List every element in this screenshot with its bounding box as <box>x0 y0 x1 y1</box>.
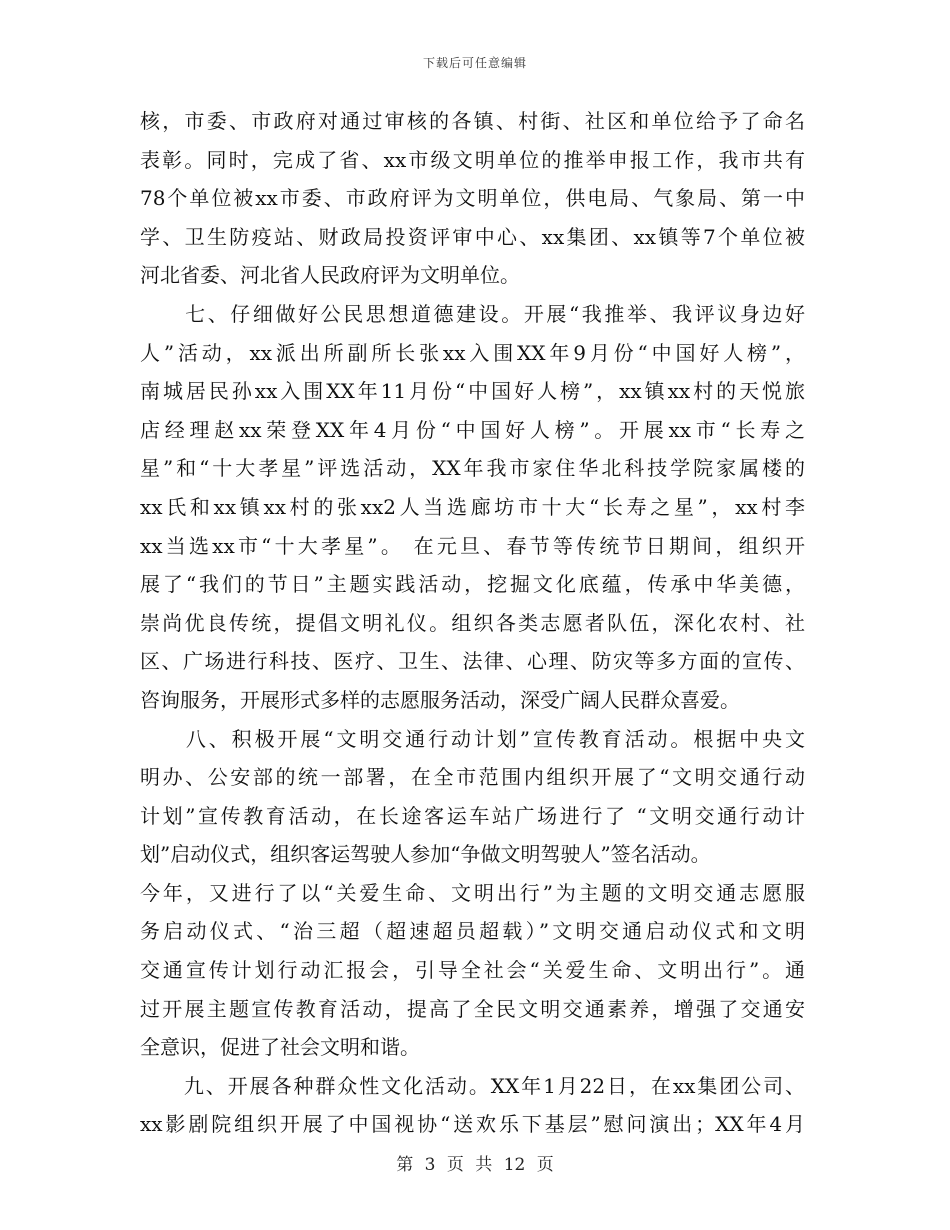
body-line: xx氏和xx镇xx村的张xx2人当选廊坊市十大“长寿之星”，xx村李 <box>140 494 805 519</box>
body-line: 八、积极开展“文明交通行动计划”宣传教育活动。根据中央文 <box>140 726 805 751</box>
body-line: 表彰。同时，完成了省、xx市级文明单位的推举申报工作，我市共有 <box>140 147 805 172</box>
body-line: 崇尚优良传统，提倡文明礼仪。组织各类志愿者队伍，深化农村、社 <box>140 610 805 635</box>
page-header: 下载后可任意编辑 <box>422 56 527 70</box>
body-line: xx当选xx市“十大孝星”。 在元旦、春节等传统节日期间，组织开 <box>140 533 805 558</box>
body-line: 人”活动，xx派出所副所长张xx入围XX年9月份“中国好人榜”， <box>140 340 805 365</box>
document-body <box>140 102 805 1144</box>
body-line: 咨询服务，开展形式多样的志愿服务活动，深受广阔人民群众喜爱。 <box>140 687 740 712</box>
body-line: 河北省委、河北省人民政府评为文明单位。 <box>140 263 520 288</box>
body-line: 核，市委、市政府对通过审核的各镇、村街、社区和单位给予了命名 <box>140 109 805 133</box>
body-line: 全意识，促进了社会文明和谐。 <box>140 1035 420 1060</box>
body-line: 学、卫生防疫站、财政局投资评审中心、xx集团、xx镇等7个单位被 <box>140 224 805 249</box>
body-line: xx影剧院组织开展了中国视协“送欢乐下基层”慰问演出；XX年4月 <box>140 1112 805 1137</box>
body-line: 计划”宣传教育活动，在长途客运车站广场进行了 “文明交通行动计 <box>140 803 805 828</box>
body-line: 七、仔细做好公民思想道德建设。开展“我推举、我评议身边好 <box>140 301 805 326</box>
body-line: 星”和“十大孝星”评选活动，XX年我市家住华北科技学院家属楼的 <box>140 456 805 481</box>
body-line: 78个单位被xx市委、市政府评为文明单位，供电局、气象局、第一中 <box>140 186 805 211</box>
body-line: 明办、公安部的统一部署，在全市范围内组织开展了“文明交通行动 <box>140 765 805 790</box>
body-line: 九、开展各种群众性文化活动。XX年1月22日，在xx集团公司、 <box>140 1073 805 1098</box>
body-line: 交通宣传计划行动汇报会，引导全社会“关爱生命、文明出行”。通 <box>140 958 805 983</box>
page-footer: 第 3 页 共 12 页 <box>396 1155 554 1175</box>
body-line: 划”启动仪式，组织客运驾驶人参加“争做文明驾驶人”签名活动。 <box>140 842 711 867</box>
body-line: 店经理赵xx荣登XX年4月份“中国好人榜”。开展xx市“长寿之 <box>140 417 805 442</box>
body-line: 务启动仪式、“治三超（超速超员超载）”文明交通启动仪式和文明 <box>140 919 805 944</box>
body-line: 南城居民孙xx入围XX年11月份“中国好人榜”，xx镇xx村的天悦旅 <box>140 379 805 404</box>
body-line: 过开展主题宣传教育活动，提高了全民文明交通素养，增强了交通安 <box>140 996 805 1021</box>
body-line: 区、广场进行科技、医疗、卫生、法律、心理、防灾等多方面的宣传、 <box>140 649 805 674</box>
body-line: 展了“我们的节日”主题实践活动，挖掘文化底蕴，传承中华美德， <box>140 572 805 597</box>
body-line: 今年，又进行了以“关爱生命、文明出行”为主题的文明交通志愿服 <box>140 880 805 905</box>
